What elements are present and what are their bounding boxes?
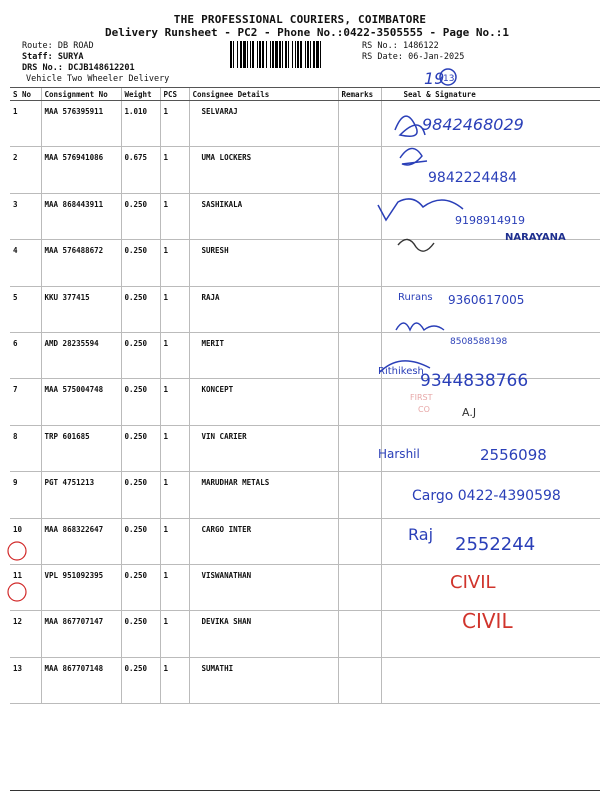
table-row <box>10 472 600 518</box>
signature-row-7: 9344838766 <box>420 371 529 391</box>
remarks-cell <box>338 286 381 332</box>
barcode-bar <box>247 41 248 68</box>
pcs-cell: 1 <box>160 286 189 332</box>
signature-cell <box>381 472 600 518</box>
consignment-cell: KKU 377415 <box>41 286 121 332</box>
consignment-cell: MAA 868322647 <box>41 518 121 564</box>
pcs-cell: 1 <box>160 240 189 286</box>
count-circle-label: 13 <box>443 74 455 84</box>
pcs-cell: 1 <box>160 193 189 239</box>
consignment-cell: MAA 576395911 <box>41 101 121 147</box>
barcode-bar <box>310 41 311 68</box>
col-consignment: Consignment No <box>41 88 121 101</box>
weight-cell: 0.675 <box>121 147 160 193</box>
table-row <box>10 657 600 703</box>
signature-row-12: CIVIL <box>450 572 496 593</box>
sno-cell: 7 <box>10 379 41 425</box>
consignee-cell: SURESH <box>189 240 338 286</box>
sno-cell: 2 <box>10 147 41 193</box>
barcode-bar <box>233 41 234 68</box>
remarks-cell <box>338 240 381 286</box>
drs-value: DCJB148612201 <box>68 63 135 73</box>
pcs-cell: 1 <box>160 611 189 657</box>
pcs-cell: 1 <box>160 657 189 703</box>
remarks-cell <box>338 564 381 610</box>
barcode-bar <box>230 41 232 68</box>
barcode-bar <box>285 41 287 68</box>
consignee-cell: CARGO INTER <box>189 518 338 564</box>
signature-row-6: 8508588198 <box>450 337 508 347</box>
page-footer-line <box>10 790 600 791</box>
sno-cell: 6 <box>10 332 41 378</box>
consignee-cell: SASHIKALA <box>189 193 338 239</box>
signature-row-1: 9842468029 <box>422 115 524 134</box>
sno-cell: 8 <box>10 425 41 471</box>
signature-row-11: 2552244 <box>455 534 536 555</box>
barcode-bar <box>292 41 293 68</box>
consignee-cell: SUMATHI <box>189 657 338 703</box>
table-row <box>10 240 600 286</box>
table-header-row <box>10 88 600 101</box>
remarks-cell <box>338 193 381 239</box>
count-circle <box>440 69 456 85</box>
rs-no-label: RS No.: <box>362 41 398 51</box>
signature-mark-5: Rurans <box>398 292 433 303</box>
barcode-bar <box>307 41 309 68</box>
sno-cell: 3 <box>10 193 41 239</box>
vehicle-value: Two Wheeler Delivery <box>66 74 170 84</box>
col-pcs: PCS <box>160 88 189 101</box>
signature-row-8: A.J <box>462 406 477 419</box>
sno-cell: 4 <box>10 240 41 286</box>
barcode-bar <box>237 41 238 68</box>
col-weight: Weight <box>121 88 160 101</box>
barcode-bar <box>275 41 278 68</box>
remarks-cell <box>338 101 381 147</box>
consignee-cell: VIN CARIER <box>189 425 338 471</box>
remarks-cell <box>338 657 381 703</box>
signature-row-13: CIVIL <box>462 609 513 633</box>
consignee-cell: MERIT <box>189 332 338 378</box>
company-title: THE PROFESSIONAL COURIERS, COIMBATORE <box>173 13 427 26</box>
rs-date-line <box>362 52 464 62</box>
barcode-bar <box>320 41 321 68</box>
consignment-cell: MAA 575004748 <box>41 379 121 425</box>
consignment-cell: MAA 867707148 <box>41 657 121 703</box>
signature-row-3: 9198914919 <box>455 214 525 227</box>
remarks-cell <box>338 472 381 518</box>
signature-row-10: Cargo 0422-4390598 <box>412 488 561 504</box>
table-row <box>10 425 600 471</box>
consignment-cell: MAA 868443911 <box>41 193 121 239</box>
consignee-cell: MARUDHAR METALS <box>189 472 338 518</box>
sno-cell: 13 <box>10 657 41 703</box>
signature-cell <box>381 379 600 425</box>
vehicle-line <box>26 74 169 84</box>
barcode-bar <box>259 41 261 68</box>
signature-mark-7b: Rithikesh <box>378 366 424 377</box>
remarks-cell <box>338 518 381 564</box>
consignee-cell: VISWANATHAN <box>189 564 338 610</box>
pcs-cell: 1 <box>160 425 189 471</box>
col-signature: Seal & Signature <box>381 88 600 101</box>
drs-line <box>22 63 135 73</box>
consignee-cell: SELVARAJ <box>189 101 338 147</box>
table-row <box>10 379 600 425</box>
sno-cell: 12 <box>10 611 41 657</box>
consignee-cell: KONCEPT <box>189 379 338 425</box>
signature-cell <box>381 193 600 239</box>
barcode-bar <box>270 41 271 68</box>
signature-mark-9: Harshil <box>378 447 420 461</box>
pcs-cell: 1 <box>160 518 189 564</box>
barcode-bar <box>257 41 258 68</box>
signature-cell <box>381 564 600 610</box>
consignment-cell: TRP 601685 <box>41 425 121 471</box>
route-label: Route: <box>22 41 53 51</box>
rs-date-label: RS Date: <box>362 52 403 62</box>
consignee-cell: UMA LOCKERS <box>189 147 338 193</box>
consignment-cell: MAA 867707147 <box>41 611 121 657</box>
consignment-cell: AMD 28235594 <box>41 332 121 378</box>
signature-row-4: NARAYANA <box>505 232 566 243</box>
col-sno: S No <box>10 88 41 101</box>
pcs-cell: 1 <box>160 332 189 378</box>
consignment-cell: MAA 576941086 <box>41 147 121 193</box>
weight-cell: 0.250 <box>121 193 160 239</box>
table-row <box>10 518 600 564</box>
col-remarks: Remarks <box>338 88 381 101</box>
stamp-ghost: FIRST <box>410 393 433 402</box>
stamp-ghost-2: CO <box>418 405 430 414</box>
runsheet-subtitle: Delivery Runsheet - PC2 - Phone No.:0422-3505555 - Page No.:1 <box>105 26 509 39</box>
pcs-cell: 1 <box>160 147 189 193</box>
table-row <box>10 101 600 147</box>
table-row <box>10 611 600 657</box>
barcode-bar <box>250 41 251 68</box>
remarks-cell <box>338 332 381 378</box>
remarks-cell <box>338 611 381 657</box>
rs-date-value: 06-Jan-2025 <box>408 52 465 62</box>
route-value: DB ROAD <box>57 41 94 51</box>
signature-cell <box>381 101 600 147</box>
remarks-cell <box>338 379 381 425</box>
rs-no-value: 1486122 <box>402 41 439 51</box>
weight-cell: 0.250 <box>121 286 160 332</box>
pcs-cell: 1 <box>160 379 189 425</box>
consignment-cell: VPL 951092395 <box>41 564 121 610</box>
signature-cell <box>381 240 600 286</box>
sno-cell: 5 <box>10 286 41 332</box>
barcode-bar <box>316 41 319 68</box>
table-row <box>10 286 600 332</box>
weight-cell: 0.250 <box>121 657 160 703</box>
count-note: 19 <box>424 69 445 88</box>
pcs-cell: 1 <box>160 472 189 518</box>
staff-value: SURYA <box>57 52 84 62</box>
pcs-cell: 1 <box>160 564 189 610</box>
consignee-cell: RAJA <box>189 286 338 332</box>
table-row <box>10 147 600 193</box>
signature-mark-11: Raj <box>408 525 434 544</box>
signature-cell <box>381 657 600 703</box>
weight-cell: 0.250 <box>121 472 160 518</box>
barcode-bar <box>300 41 302 68</box>
barcode-bar <box>252 41 254 68</box>
signature-row-9: 2556098 <box>480 446 547 464</box>
barcode-bar <box>305 41 306 68</box>
barcode-bar <box>282 41 283 68</box>
consignee-cell: DEVIKA SHAN <box>189 611 338 657</box>
sno-cell: 10 <box>10 518 41 564</box>
col-consignee: Consignee Details <box>189 88 338 101</box>
weight-cell: 0.250 <box>121 518 160 564</box>
barcode-bar <box>297 41 299 68</box>
weight-cell: 1.010 <box>121 101 160 147</box>
weight-cell: 0.250 <box>121 379 160 425</box>
drs-label: DRS No.: <box>22 63 63 73</box>
pcs-cell: 1 <box>160 101 189 147</box>
barcode-bar <box>266 41 267 68</box>
signature-cell <box>381 286 600 332</box>
weight-cell: 0.250 <box>121 611 160 657</box>
signature-row-5: 9360617005 <box>448 293 525 307</box>
barcode-bar <box>243 41 246 68</box>
barcode-bar <box>272 41 274 68</box>
weight-cell: 0.250 <box>121 564 160 610</box>
table-row <box>10 332 600 378</box>
route-line <box>22 41 94 51</box>
signature-cell <box>381 332 600 378</box>
signature-cell <box>381 147 600 193</box>
staff-line <box>22 52 83 62</box>
remarks-cell <box>338 425 381 471</box>
barcode-bar <box>279 41 281 68</box>
consignment-cell: PGT 4751213 <box>41 472 121 518</box>
sno-cell: 11 <box>10 564 41 610</box>
weight-cell: 0.250 <box>121 240 160 286</box>
signature-row-2: 9842224484 <box>428 170 518 186</box>
weight-cell: 0.250 <box>121 332 160 378</box>
weight-cell: 0.250 <box>121 425 160 471</box>
vehicle-label: Vehicle <box>26 74 62 84</box>
barcode <box>230 41 355 68</box>
barcode-bar <box>240 41 242 68</box>
sno-cell: 1 <box>10 101 41 147</box>
sno-cell: 9 <box>10 472 41 518</box>
signature-cell <box>381 425 600 471</box>
table-row <box>10 193 600 239</box>
table-row <box>10 564 600 610</box>
signature-cell <box>381 518 600 564</box>
barcode-bar <box>313 41 315 68</box>
barcode-bar <box>295 41 296 68</box>
rs-no-line <box>362 41 439 51</box>
barcode-bar <box>288 41 289 68</box>
runsheet-table <box>10 87 600 704</box>
staff-label: Staff: <box>22 52 53 62</box>
consignment-cell: MAA 576488672 <box>41 240 121 286</box>
signature-cell <box>381 611 600 657</box>
barcode-bar <box>262 41 264 68</box>
remarks-cell <box>338 147 381 193</box>
